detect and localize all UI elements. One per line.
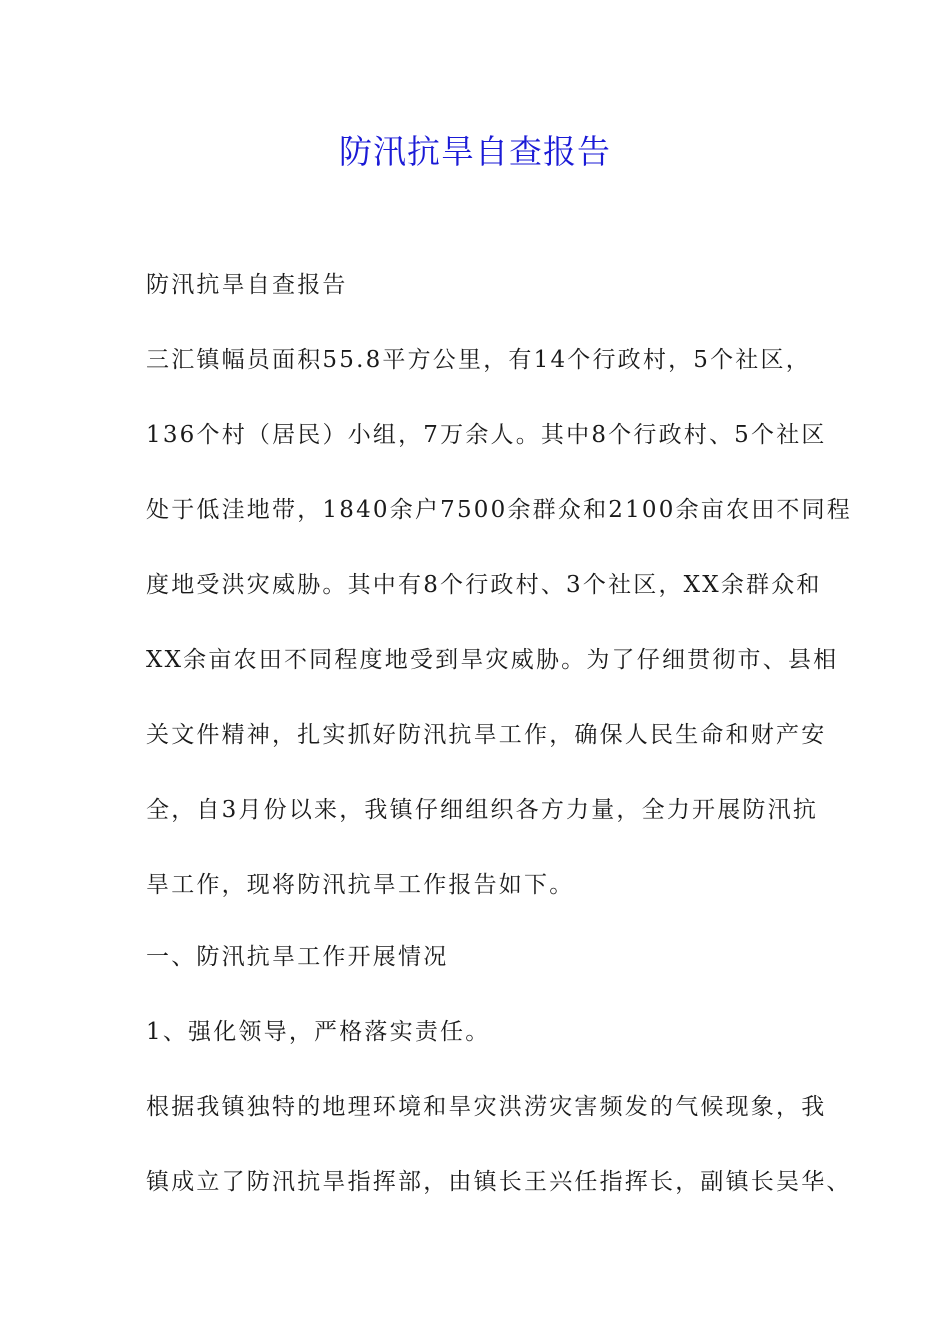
body-line: 根据我镇独特的地理环境和旱灾洪涝灾害频发的气候现象，我 xyxy=(146,1094,827,1120)
body-line: 镇成立了防汛抗旱指挥部，由镇长王兴任指挥长，副镇长吴华、 xyxy=(146,1169,852,1195)
body-line: 度地受洪灾威胁。其中有8个行政村、3个社区，XX余群众和 xyxy=(146,572,822,598)
body-line: 三汇镇幅员面积55.8平方公里，有14个行政村，5个社区， xyxy=(146,347,811,373)
document-title: 防汛抗旱自查报告 xyxy=(339,132,611,171)
subsection-heading: 1、强化领导，严格落实责任。 xyxy=(146,1019,491,1045)
body-line: XX余亩农田不同程度地受到旱灾威胁。为了仔细贯彻市、县相 xyxy=(146,647,839,673)
body-line: 旱工作，现将防汛抗旱工作报告如下。 xyxy=(146,872,575,898)
body-line: 处于低洼地带，1840余户7500余群众和2100余亩农田不同程 xyxy=(146,497,852,523)
subtitle-line: 防汛抗旱自查报告 xyxy=(146,272,348,298)
body-line: 136个村（居民）小组，7万余人。其中8个行政村、5个社区 xyxy=(146,422,827,448)
section-heading: 一、防汛抗旱工作开展情况 xyxy=(146,944,449,970)
body-line: 关文件精神，扎实抓好防汛抗旱工作，确保人民生命和财产安 xyxy=(146,722,827,748)
body-line: 全，自3月份以来，我镇仔细组织各方力量，全力开展防汛抗 xyxy=(146,797,819,823)
